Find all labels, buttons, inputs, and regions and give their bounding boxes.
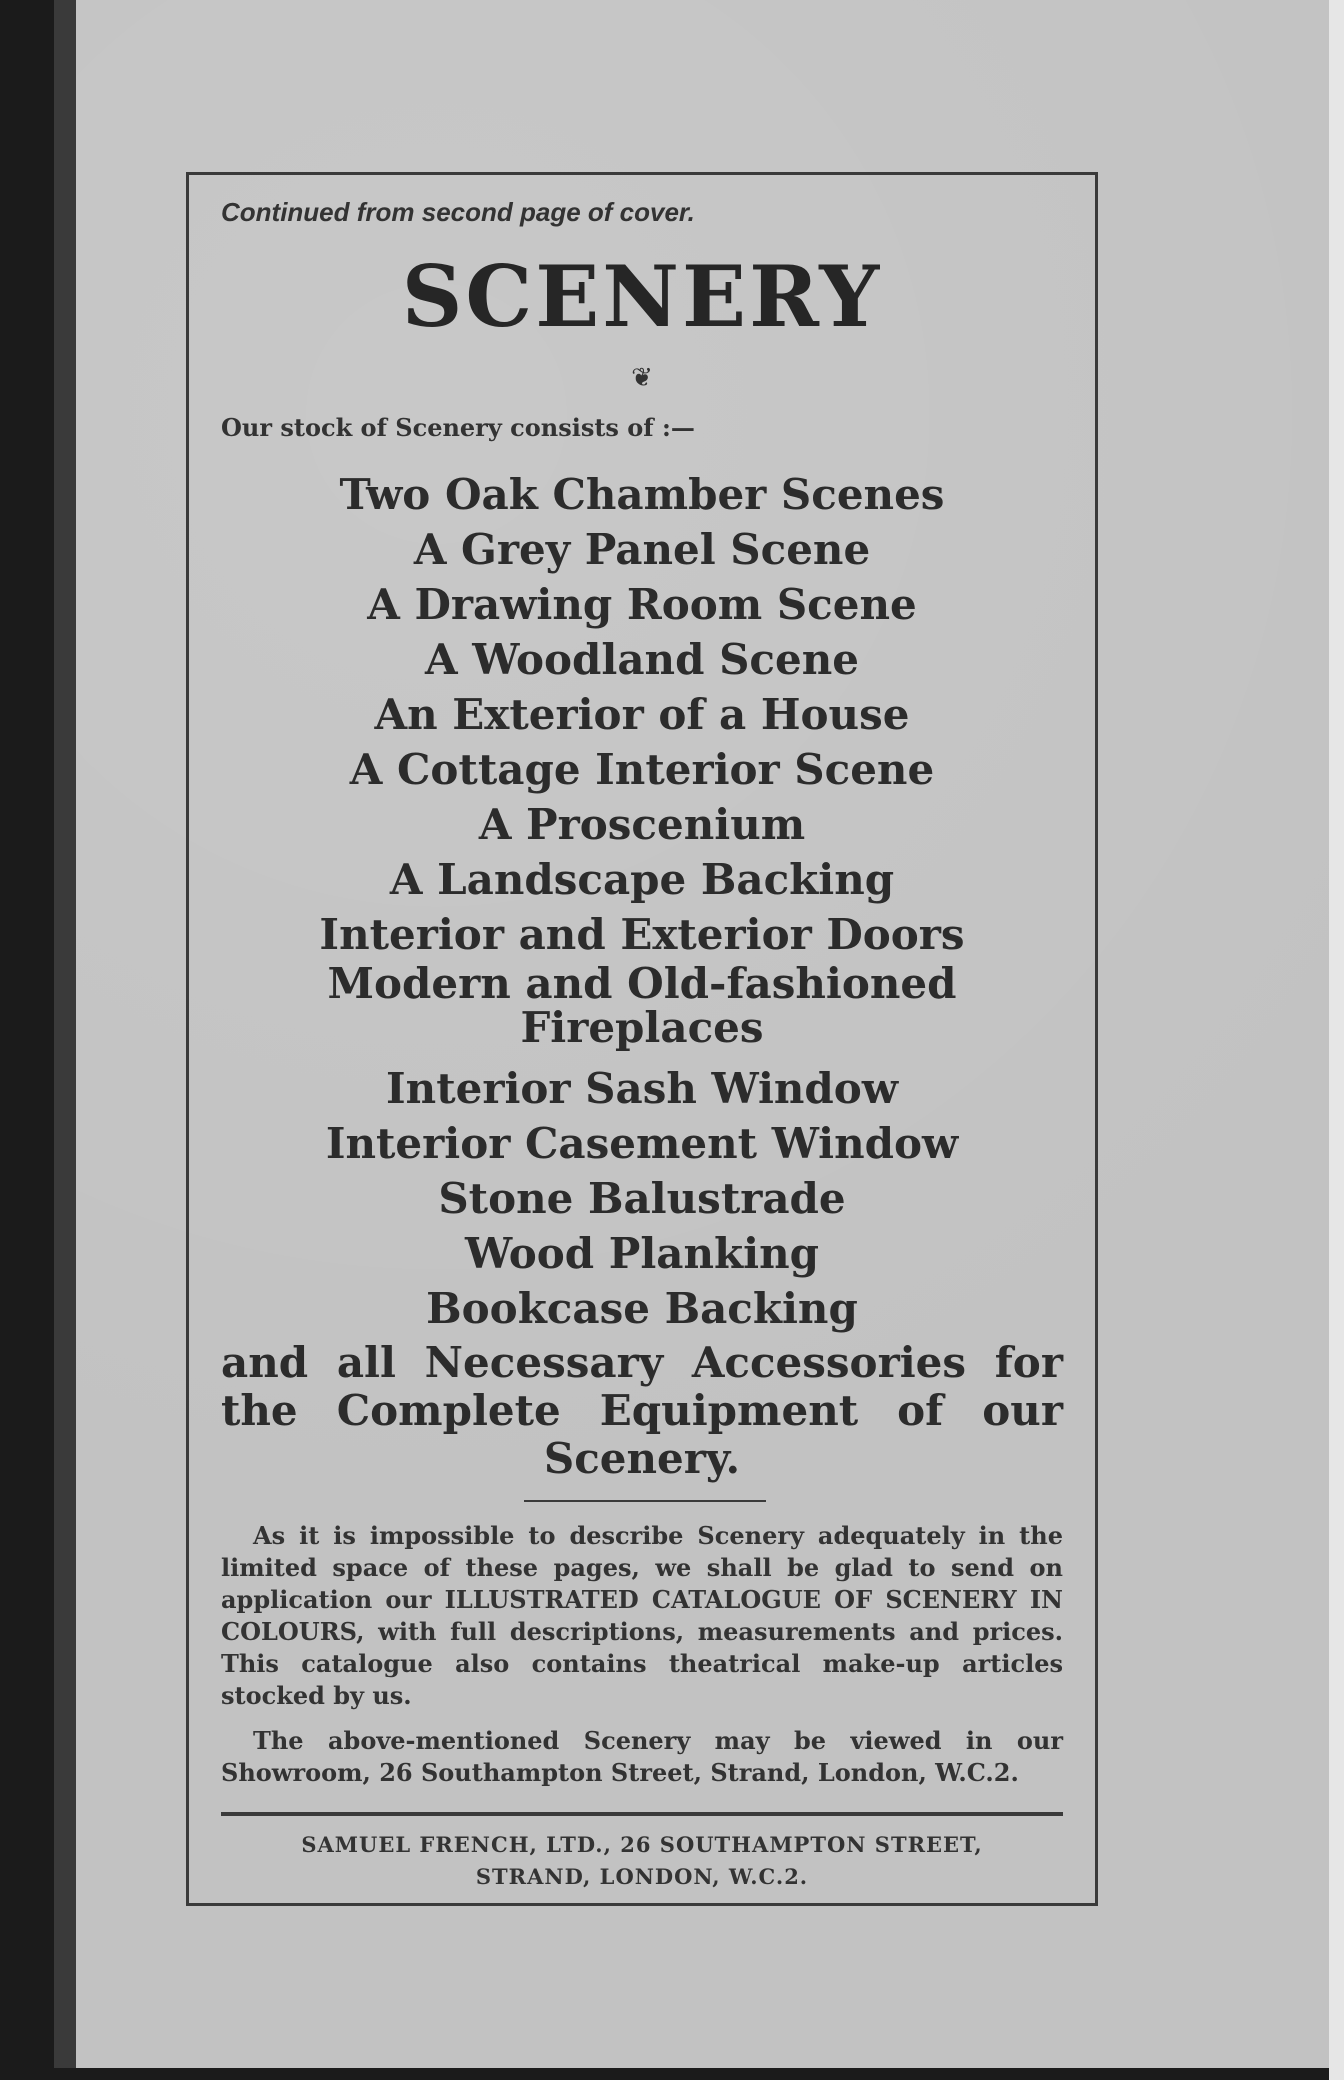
- closing-word: our: [982, 1386, 1063, 1435]
- closing-word: Complete: [336, 1386, 561, 1435]
- page-title: SCENERY: [401, 247, 883, 346]
- list-item: A Landscape Backing: [389, 855, 895, 904]
- ornament-icon: ❦: [631, 363, 653, 393]
- closing-line: [221, 1387, 1063, 1435]
- list-item-line: Fireplaces: [520, 1003, 764, 1052]
- closing-line: Scenery.: [543, 1434, 741, 1483]
- list-item: A Drawing Room Scene: [367, 580, 917, 629]
- closing-line: [221, 1339, 1063, 1387]
- list-item: Bookcase Backing: [426, 1284, 858, 1333]
- closing-word: all: [336, 1338, 396, 1387]
- showroom-paragraph: The above-mentioned Scenery may be viewed in our Showroom, 26 Southampton Street, Strand, London, W.C.2.: [221, 1726, 1063, 1787]
- publisher-footer: [221, 1829, 1063, 1893]
- list-item: Two Oak Chamber Scenes: [339, 470, 945, 519]
- scenery-list: [209, 467, 1075, 1336]
- list-item-two-line: [209, 959, 1075, 1052]
- intro-text: Our stock of Scenery consists of :—: [221, 413, 695, 442]
- list-item: Stone Balustrade: [438, 1174, 846, 1223]
- closing-word: for: [994, 1338, 1063, 1387]
- footer-line: STRAND, LONDON, W.C.2.: [475, 1864, 809, 1889]
- advertisement-frame: [186, 172, 1098, 1906]
- list-item: A Woodland Scene: [425, 635, 859, 684]
- list-item: An Exterior of a House: [374, 690, 910, 739]
- continued-note: Continued from second page of cover.: [221, 197, 695, 227]
- divider: [524, 1500, 766, 1502]
- footer-line: SAMUEL FRENCH, LTD., 26 SOUTHAMPTON STREET,: [301, 1832, 983, 1857]
- page-edge: [1329, 0, 1344, 2080]
- list-item: Interior Sash Window: [386, 1064, 898, 1113]
- closing-word: of: [897, 1386, 944, 1435]
- closing-word: Equipment: [599, 1386, 859, 1435]
- list-item: A Grey Panel Scene: [413, 525, 871, 574]
- closing-word: Necessary: [424, 1338, 664, 1387]
- closing-word: the: [221, 1386, 298, 1435]
- list-item: Interior and Exterior Doors: [319, 910, 965, 959]
- closing-statement: [221, 1339, 1063, 1483]
- list-item: A Cottage Interior Scene: [349, 745, 935, 794]
- list-item: A Proscenium: [478, 800, 806, 849]
- binding-edge: [54, 0, 76, 2068]
- catalogue-paragraph: As it is impossible to describe Scenery adequately in the limited space of these pages, we shall be glad to send on application our ILLUSTRATED CATALOGUE OF SCENERY IN COLOURS, with full descriptions, measurements and prices. This catalogue also contains theatrical make-up articles stocked by us.: [221, 1521, 1063, 1710]
- list-item: Wood Planking: [464, 1229, 819, 1278]
- list-item-line: Modern and Old-fashioned: [327, 959, 957, 1008]
- closing-word: and: [221, 1338, 309, 1387]
- closing-word: Accessories: [691, 1338, 967, 1387]
- divider: [221, 1812, 1063, 1816]
- list-item: Interior Casement Window: [325, 1119, 959, 1168]
